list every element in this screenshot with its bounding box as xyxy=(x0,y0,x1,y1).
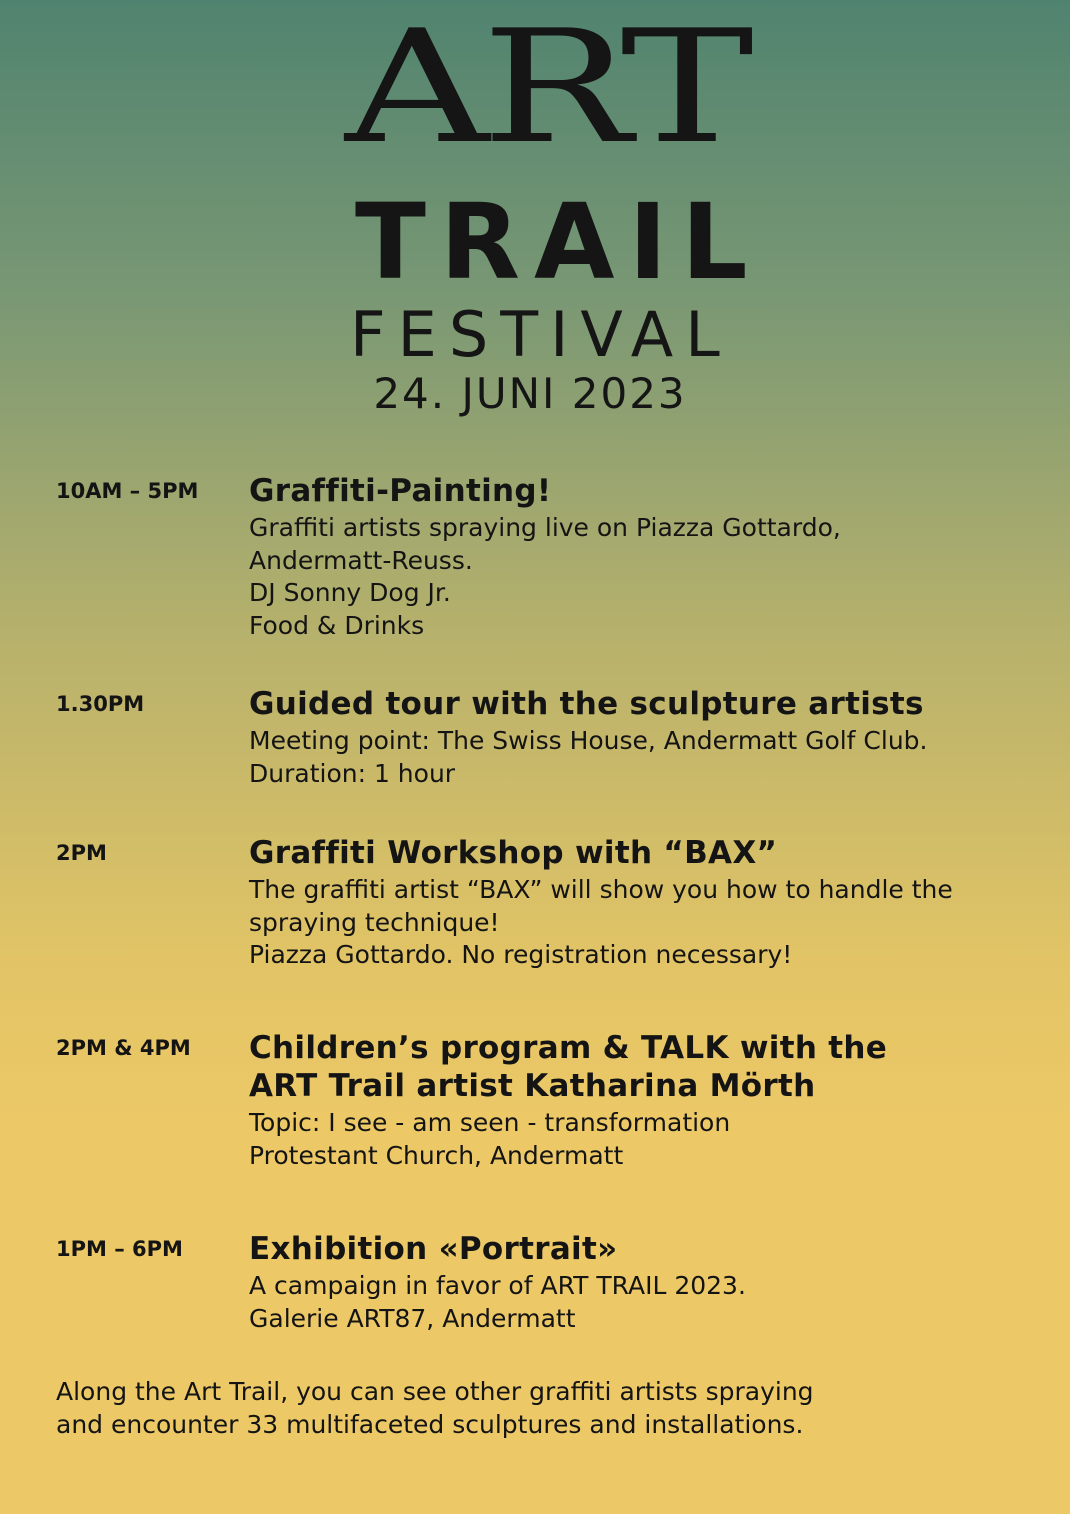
event-details xyxy=(249,1107,1029,1172)
event-detail-line: Meeting point: The Swiss House, Andermatt Golf Club. xyxy=(249,726,928,755)
event-detail-line: Piazza Gottardo. No registration necessary! xyxy=(249,940,793,969)
event-details xyxy=(249,874,1029,972)
logo-art-text: ART xyxy=(345,0,746,179)
event-time: 10AM – 5PM xyxy=(56,479,199,503)
event-detail-line: spraying technique! xyxy=(249,907,500,937)
event-title: Graffiti Workshop with “BAX” xyxy=(249,835,778,871)
logo-trail-text: TRAIL xyxy=(355,181,762,303)
logo-festival-text: FESTIVAL xyxy=(350,298,732,371)
event-body xyxy=(249,1029,1029,1172)
festival-date: 24. JUNI 2023 xyxy=(373,369,687,418)
event-detail-line: DJ Sonny Dog Jr. xyxy=(249,578,451,607)
event-detail-line: Andermatt-Reuss. xyxy=(249,545,473,575)
footer-note xyxy=(56,1376,956,1441)
event-title-line: Children’s program & TALK with the xyxy=(249,1030,888,1066)
event-body xyxy=(249,685,1029,790)
event-title: Exhibition «Portrait» xyxy=(249,1231,618,1267)
event-time: 1.30PM xyxy=(56,692,145,716)
event-detail-line: Protestant Church, Andermatt xyxy=(249,1140,624,1170)
footer-line: Along the Art Trail, you can see other graffiti artists spraying xyxy=(56,1377,814,1406)
event-time: 2PM & 4PM xyxy=(56,1036,191,1060)
event-body xyxy=(249,834,1029,972)
event-body xyxy=(249,472,1029,642)
event-details xyxy=(249,512,1029,642)
event-title-line: ART Trail artist Katharina Mörth xyxy=(249,1068,816,1104)
event-detail-line: Graffiti artists spraying live on Piazza Gottardo, xyxy=(249,513,841,542)
event-detail-line: A campaign in favor of ART TRAIL 2023. xyxy=(249,1271,746,1300)
event-details xyxy=(249,1270,1029,1335)
event-details xyxy=(249,725,1029,790)
footer-line: and encounter 33 multifaceted sculptures and installations. xyxy=(56,1409,804,1439)
event-detail-line: Food & Drinks xyxy=(249,610,425,640)
event-body xyxy=(249,1230,1029,1335)
event-detail-line: Duration: 1 hour xyxy=(249,758,456,788)
event-title: Graffiti-Painting! xyxy=(249,473,552,509)
event-time: 1PM – 6PM xyxy=(56,1237,183,1261)
event-title: Guided tour with the sculpture artists xyxy=(249,686,924,722)
event-detail-line: Topic: I see - am seen - transformation xyxy=(249,1108,731,1137)
event-detail-line: The graffiti artist “BAX” will show you how to handle the xyxy=(249,875,953,904)
event-time: 2PM xyxy=(56,841,107,865)
event-detail-line: Galerie ART87, Andermatt xyxy=(249,1303,576,1333)
